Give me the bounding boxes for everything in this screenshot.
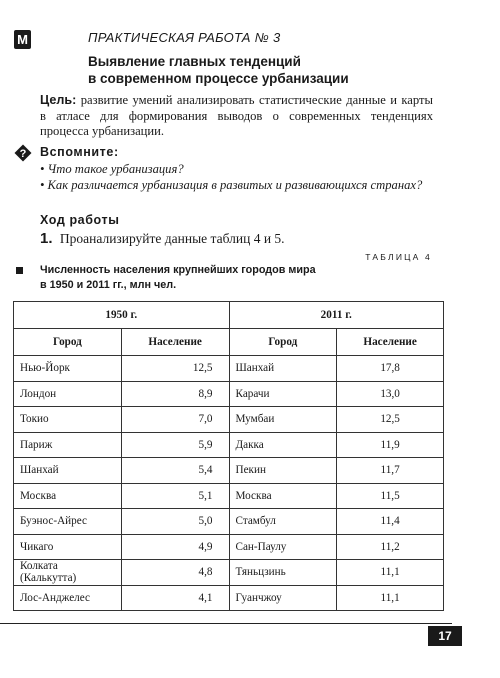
table-row: [14, 534, 444, 560]
city-1950: Лондон: [14, 381, 122, 407]
section-badge-icon: М: [14, 30, 31, 49]
city-2011: Дакка: [229, 432, 337, 458]
task-line: [40, 230, 285, 247]
table-row: [14, 381, 444, 407]
column-header-city: Город: [229, 329, 337, 356]
page-title-line-1: Выявление главных тенденций: [88, 54, 301, 69]
city-2011: Мумбаи: [229, 407, 337, 433]
population-1950: 5,0: [121, 509, 229, 535]
table-label: ТАБЛИЦА 4: [365, 252, 432, 262]
population-1950: 8,9: [121, 381, 229, 407]
table-row: [14, 407, 444, 433]
footer-divider: [0, 623, 452, 624]
goal-label: Цель:: [40, 93, 77, 107]
recall-title: Вспомните:: [40, 145, 119, 159]
city-2011: Москва: [229, 483, 337, 509]
population-table: [13, 301, 444, 611]
table-row: [14, 356, 444, 382]
question-diamond-icon: [14, 144, 32, 162]
city-2011: Стамбул: [229, 509, 337, 535]
population-1950: 5,1: [121, 483, 229, 509]
page-number: 17: [428, 626, 462, 646]
recall-list: [40, 162, 433, 193]
population-1950: 4,1: [121, 585, 229, 611]
column-header-population: Население: [337, 329, 444, 356]
city-1950: Токио: [14, 407, 122, 433]
population-1950: 5,9: [121, 432, 229, 458]
table-row: [14, 585, 444, 611]
population-2011: 11,1: [337, 560, 444, 586]
table-row: [14, 483, 444, 509]
city-2011: Шанхай: [229, 356, 337, 382]
city-1950: Шанхай: [14, 458, 122, 484]
city-1950: Москва: [14, 483, 122, 509]
year-2011-header: 2011 г.: [229, 302, 444, 329]
column-header-city: Город: [14, 329, 122, 356]
city-2011: Сан-Паулу: [229, 534, 337, 560]
table-row: [14, 432, 444, 458]
population-2011: 13,0: [337, 381, 444, 407]
year-1950-header: 1950 г.: [14, 302, 230, 329]
practical-work-label: ПРАКТИЧЕСКАЯ РАБОТА № 3: [88, 30, 281, 45]
city-1950: Чикаго: [14, 534, 122, 560]
city-1950: Буэнос-Айрес: [14, 509, 122, 535]
population-1950: 5,4: [121, 458, 229, 484]
population-1950: 4,9: [121, 534, 229, 560]
recall-item: • Как различается урбанизация в развитых и развивающихся странах?: [40, 177, 423, 192]
population-1950: 4,8: [121, 560, 229, 586]
task-number: 1.: [40, 230, 53, 247]
population-2011: 11,4: [337, 509, 444, 535]
recall-item: • Что такое урбанизация?: [40, 162, 184, 176]
city-1950: Париж: [14, 432, 122, 458]
goal-text: развитие умений анализировать статистические данные и карты в атласе для формирования выводов о современных тенденциях процесса урбанизации.: [40, 93, 433, 139]
population-2011: 11,2: [337, 534, 444, 560]
header: [88, 30, 478, 87]
svg-text:?: ?: [19, 148, 27, 160]
population-1950: 7,0: [121, 407, 229, 433]
goal-paragraph: [40, 93, 433, 140]
population-2011: 11,7: [337, 458, 444, 484]
table-row: [14, 560, 444, 586]
city-2011: Карачи: [229, 381, 337, 407]
table-caption-line-1: Численность населения крупнейших городов мира: [40, 264, 316, 276]
table-caption: [40, 263, 340, 292]
city-2011: Гуанчжоу: [229, 585, 337, 611]
table-row: [14, 509, 444, 535]
population-2011: 11,9: [337, 432, 444, 458]
column-header-population: Население: [121, 329, 229, 356]
population-1950: 12,5: [121, 356, 229, 382]
city-2011: Тяньцзинь: [229, 560, 337, 586]
population-2011: 11,5: [337, 483, 444, 509]
table-caption-line-2: в 1950 и 2011 гг., млн чел.: [40, 278, 177, 291]
population-2011: 11,1: [337, 585, 444, 611]
task-text: Проанализируйте данные таблиц 4 и 5.: [59, 231, 285, 246]
square-bullet-icon: [16, 267, 23, 274]
course-title: Ход работы: [40, 213, 120, 227]
city-1950: Нью-Йорк: [14, 356, 122, 382]
city-2011: Пекин: [229, 458, 337, 484]
population-2011: 17,8: [337, 356, 444, 382]
page-title-line-2: в современном процессе урбанизации: [88, 71, 349, 86]
city-1950: Лос-Анджелес: [14, 585, 122, 611]
table-row: [14, 458, 444, 484]
population-2011: 12,5: [337, 407, 444, 433]
city-1950: Колката (Калькутта): [14, 560, 122, 586]
